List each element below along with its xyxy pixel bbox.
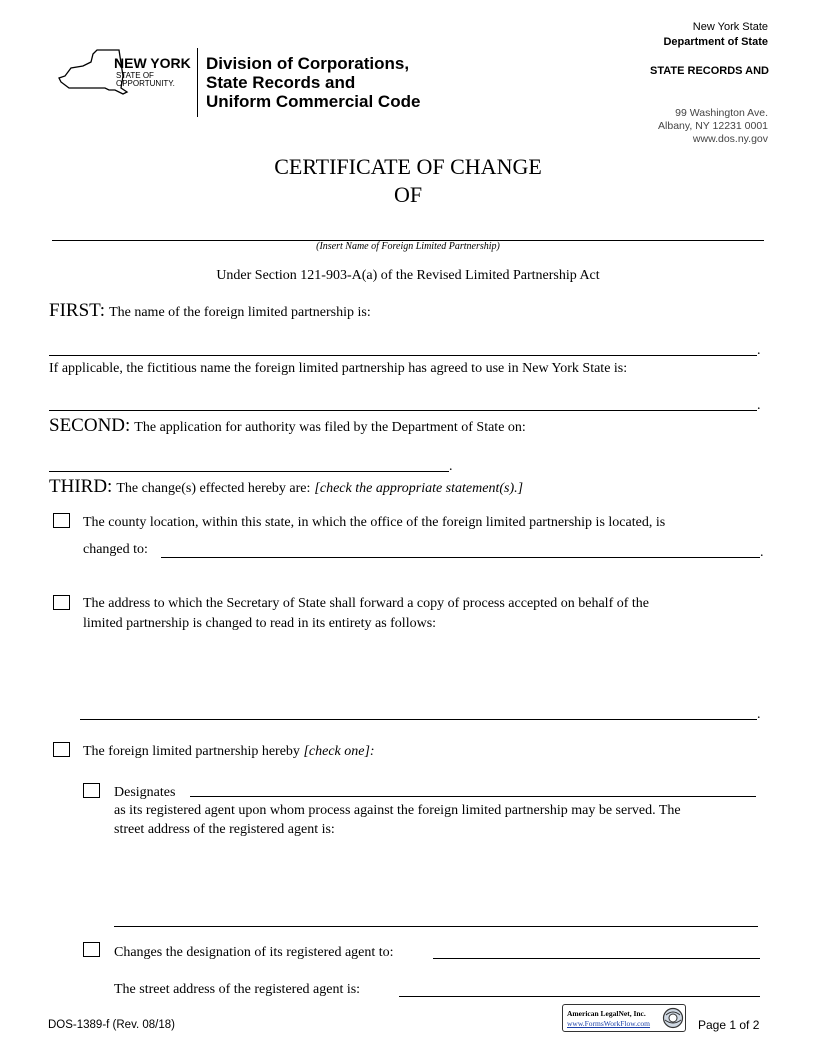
county-change-text: The county location, within this state, in which the office of the foreign limited partnership is located, is — [83, 515, 666, 530]
county-change-to-label: changed to: — [83, 542, 148, 557]
third-text: The change(s) effected hereby are: — [116, 481, 311, 496]
page-title: CERTIFICATE OF CHANGE — [274, 154, 542, 179]
address-line-3: www.dos.ny.gov — [692, 133, 768, 145]
period-1: . — [757, 343, 761, 358]
second-text: The application for authority was filed by the Department of State on: — [134, 420, 526, 435]
fictitious-name-text: If applicable, the fictitious name the foreign limited partnership has agreed to use in New York State is: — [49, 361, 628, 376]
designates-text-3: street address of the registered agent is: — [114, 822, 335, 837]
period-2: . — [757, 398, 761, 413]
division-line-1: Division of Corporations, — [206, 54, 410, 73]
second-section — [49, 415, 526, 437]
partnership-name-input[interactable] — [52, 226, 764, 241]
insert-name-hint: (Insert Name of Foreign Limited Partnership) — [316, 241, 500, 252]
third-label: THIRD: — [49, 476, 113, 497]
first-label: FIRST: — [49, 300, 106, 321]
registered-agent-text — [83, 744, 375, 760]
designates-label: Designates — [114, 785, 176, 800]
agency-line-2: Department of State — [663, 36, 768, 48]
second-label: SECOND: — [49, 415, 131, 436]
filing-date-input[interactable] — [49, 457, 449, 472]
form-id: DOS-1389-f (Rev. 08/18) — [48, 1019, 175, 1031]
check-one-hint: [check one]: — [303, 744, 375, 759]
designates-text-2: as its registered agent upon whom process against the foreign limited partnership may be served. The — [114, 803, 681, 818]
division-line-2: State Records and — [206, 73, 356, 92]
period-4: . — [760, 545, 764, 560]
registered-agent-checkbox[interactable] — [53, 742, 70, 757]
division-line-3: Uniform Commercial Code — [206, 92, 421, 111]
page-number: Page 1 of 2 — [698, 1018, 760, 1032]
page-title-of: OF — [393, 182, 423, 207]
forms-workflow-badge[interactable] — [562, 1004, 686, 1032]
under-section-text: Under Section 121-903-A(a) of the Revised Limited Partnership Act — [216, 268, 600, 283]
county-input[interactable] — [161, 543, 760, 558]
agent-street-address-input[interactable] — [114, 912, 758, 927]
badge-line-1: American LegalNet, Inc. — [567, 1009, 646, 1018]
foreign-partnership-name-input[interactable] — [49, 341, 757, 356]
street-address-label: The street address of the registered agent is: — [114, 982, 361, 997]
badge-line-2: www.FormsWorkFlow.com — [567, 1019, 651, 1028]
new-agent-input[interactable] — [433, 944, 760, 959]
process-address-checkbox[interactable] — [53, 595, 70, 610]
period-3: . — [449, 459, 453, 474]
period-5: . — [757, 707, 761, 722]
logo-divider — [197, 48, 198, 117]
process-address-input[interactable] — [80, 705, 757, 720]
address-line-2: Albany, NY 12231 0001 — [658, 120, 768, 132]
process-address-text-1: The address to which the Secretary of State shall forward a copy of process accepted on behalf of the — [83, 596, 650, 611]
process-address-text-2: limited partnership is changed to read in its entirety as follows: — [83, 616, 437, 631]
first-text: The name of the foreign limited partnership is: — [109, 305, 371, 320]
designated-agent-input[interactable] — [190, 782, 756, 797]
logo-state-of: STATE OF — [116, 71, 154, 80]
fictitious-name-input[interactable] — [49, 396, 757, 411]
changes-agent-label: Changes the designation of its registered agent to: — [114, 945, 394, 960]
changes-agent-checkbox[interactable] — [83, 942, 100, 957]
agency-line-1: New York State — [692, 21, 768, 33]
new-agent-street-address-input[interactable] — [399, 982, 760, 997]
third-hint: [check the appropriate statement(s).] — [314, 481, 524, 496]
first-section — [49, 300, 371, 322]
logo-opportunity: OPPORTUNITY. — [116, 79, 175, 88]
agency-line-3: STATE RECORDS AND — [650, 65, 769, 77]
address-line-1: 99 Washington Ave. — [675, 107, 768, 119]
third-section — [49, 476, 523, 498]
logo-new-york: NEW YORK — [114, 55, 191, 71]
registered-agent-label: The foreign limited partnership hereby — [83, 744, 300, 759]
designates-checkbox[interactable] — [83, 783, 100, 798]
county-change-checkbox[interactable] — [53, 513, 70, 528]
globe-icon — [662, 1007, 684, 1029]
